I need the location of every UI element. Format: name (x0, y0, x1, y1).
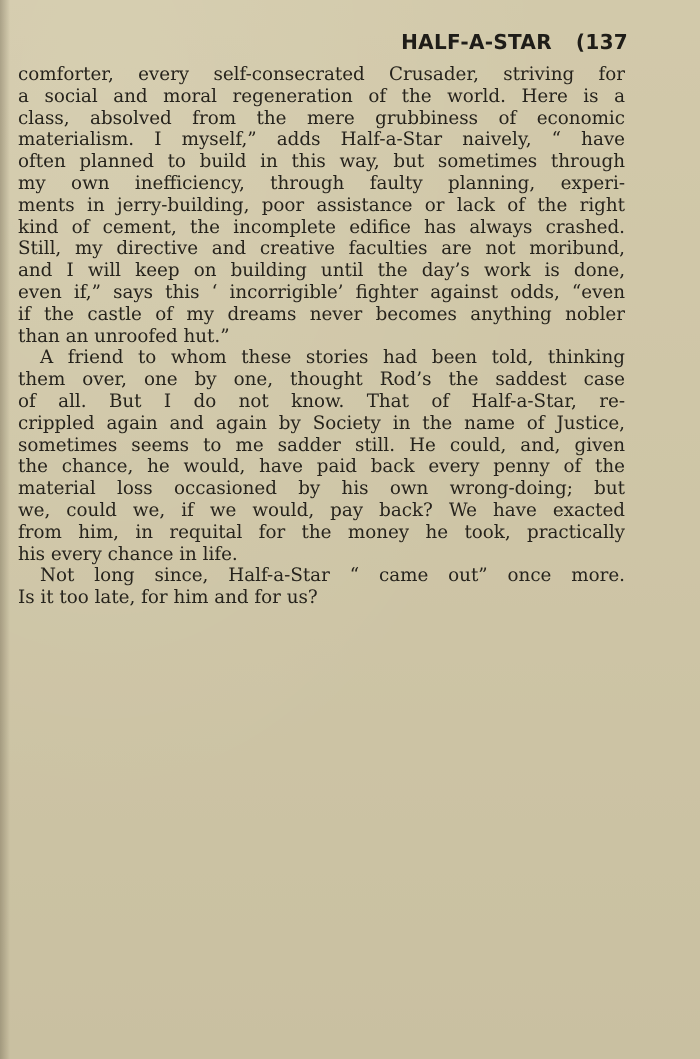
text-line: even if,” says this ‘ incorrigible’ fighter against odds, “even (18, 281, 625, 303)
text-line: sometimes seems to me sadder still. He could, and, given (18, 434, 625, 456)
text-line: often planned to build in this way, but sometimes through (18, 151, 625, 173)
text-line: Is it too late, for him and for us? (18, 587, 318, 609)
text-line: than an unroofed hut.” (18, 325, 230, 347)
body-text (18, 64, 625, 609)
text-line: my own inefficiency, through faulty planning, experi- (18, 172, 625, 194)
text-line: crippled again and again by Society in the name of Justice, (18, 412, 625, 434)
text-line: Not long since, Half-a-Star “ came out” once more. (40, 565, 625, 587)
text-line: from him, in requital for the money he took, practically (18, 521, 625, 543)
text-line: the chance, he would, have paid back every penny of the (18, 456, 625, 478)
text-line: his every chance in life. (18, 543, 238, 565)
blank-page-area (0, 620, 700, 1059)
text-line: if the castle of my dreams never becomes anything nobler (18, 303, 625, 325)
text-line: ments in jerry-building, poor assistance or lack of the right (18, 194, 625, 216)
text-line: them over, one by one, thought Rod’s the saddest case (18, 369, 625, 391)
page-number: (137 (575, 30, 628, 54)
text-line: Still, my directive and creative faculties are not moribund, (18, 238, 625, 260)
text-line: A friend to whom these stories had been told, thinking (40, 347, 625, 369)
running-head-title: HALF-A-STAR (401, 30, 552, 54)
text-line: a social and moral regeneration of the world. Here is a (18, 85, 625, 107)
text-line: of all. But I do not know. That of Half-a-Star, re- (18, 390, 625, 412)
text-line: and I will keep on building until the day’s work is done, (18, 260, 625, 282)
text-line: comforter, every self-consecrated Crusader, striving for (18, 64, 625, 85)
text-line: material loss occasioned by his own wrong-doing; but (18, 478, 625, 500)
text-line: materialism. I myself,” adds Half-a-Star naively, “ have (18, 129, 625, 151)
text-line: class, absolved from the mere grubbiness of economic (18, 107, 625, 129)
text-line: kind of cement, the incomplete edifice has always crashed. (18, 216, 625, 238)
running-head (401, 30, 628, 54)
text-line: we, could we, if we would, pay back? We have exacted (18, 499, 625, 521)
